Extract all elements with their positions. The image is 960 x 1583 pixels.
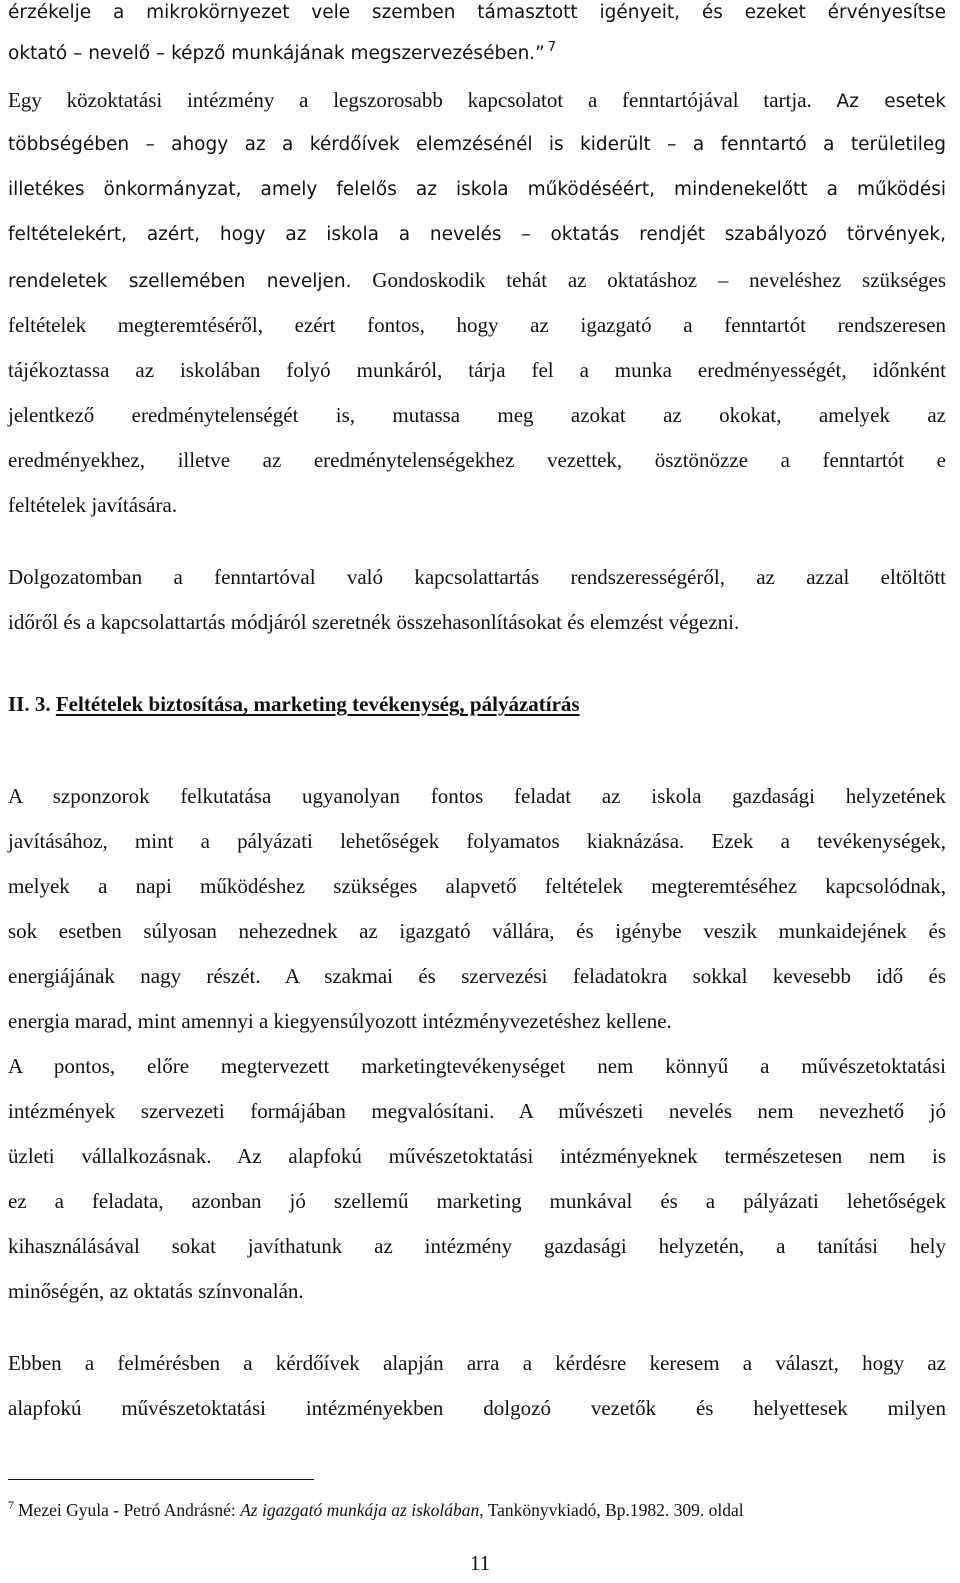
text-line: üzleti vállalkozásnak. Az alapfokú művészetoktatási intézményeknek természetesen nem is xyxy=(8,1144,946,1168)
text-span: oktató – nevelő – képző munkájának megszervezésében.” xyxy=(8,43,545,64)
footnote-rest: , Tankönyvkiadó, Bp.1982. 309. oldal xyxy=(479,1500,744,1520)
text-line: minőségén, az oktatás színvonalán. xyxy=(8,1279,304,1303)
text-line: jelentkező eredménytelenségét is, mutassa meg azokat az okokat, amelyek az xyxy=(8,403,946,427)
text-line: érzékelje a mikrokörnyezet vele szemben támasztott igényeit, és ezeket érvényesítse xyxy=(8,2,946,23)
footnote xyxy=(8,1499,744,1521)
text-span: Gondoskodik tehát az oktatáshoz – neveléshez szükséges xyxy=(372,268,946,292)
text-line xyxy=(8,41,946,67)
section-number: II. 3. xyxy=(8,692,51,716)
footnote-number: 7 xyxy=(8,1498,14,1512)
text-line: időről és a kapcsolattartás módjáról szeretnék összehasonlításokat és elemzést végezni. xyxy=(8,610,740,634)
text-line: feltételek megteremtéséről, ezért fontos, hogy az igazgató a fenntartót rendszeresen xyxy=(8,313,946,337)
text-line: eredményekhez, illetve az eredménytelenségekhez vezettek, ösztönözze a fenntartót e xyxy=(8,448,946,472)
text-line: ez a feladata, azonban jó szellemű marketing munkával és a pályázati lehetőségek xyxy=(8,1189,946,1213)
text-line: többségében – ahogy az a kérdőívek elemzésénél is kiderült – a fenntartó a területileg xyxy=(8,134,946,155)
footnote-author: Mezei Gyula - Petró Andrásné: xyxy=(18,1500,241,1520)
text-span: rendeletek szellemében neveljen. xyxy=(8,271,352,292)
text-line: A pontos, előre megtervezett marketingtevékenységet nem könnyű a művészetoktatási xyxy=(8,1054,946,1078)
text-line: Ebben a felmérésben a kérdőívek alapján arra a kérdésre keresem a választ, hogy az xyxy=(8,1351,946,1375)
text-line: javításához, mint a pályázati lehetőségek folyamatos kiaknázása. Ezek a tevékenységek, xyxy=(8,829,946,853)
footnote-reference: 7 xyxy=(547,40,557,55)
text-line: intézmények szervezeti formájában megvalósítani. A művészeti nevelés nem nevezhető jó xyxy=(8,1099,946,1123)
footnote-title: Az igazgató munkája az iskolában xyxy=(240,1500,480,1520)
text-span: Egy közoktatási intézmény a legszorosabb kapcsolatot a fenntartójával tartja. xyxy=(8,88,812,112)
text-line: Dolgozatomban a fenntartóval való kapcsolattartás rendszerességéről, az azzal eltöltött xyxy=(8,565,946,589)
text-line: feltételekért, azért, hogy az iskola a nevelés – oktatás rendjét szabályozó törvények, xyxy=(8,224,946,245)
text-line: illetékes önkormányzat, amely felelős az iskola működéséért, mindenekelőtt a működési xyxy=(8,179,946,200)
text-line xyxy=(8,87,946,115)
page-number: 11 xyxy=(469,1551,491,1575)
text-line: alapfokú művészetoktatási intézményekben dolgozó vezetők és helyettesek milyen xyxy=(8,1396,946,1420)
text-line: feltételek javítására. xyxy=(8,493,178,517)
footnote-divider xyxy=(8,1479,314,1480)
section-heading xyxy=(8,691,580,717)
text-line: melyek a napi működéshez szükséges alapvető feltételek megteremtéséhez kapcsolódnak, xyxy=(8,874,946,898)
text-line xyxy=(8,267,946,295)
text-line: energiájának nagy részét. A szakmai és szervezési feladatokra sokkal kevesebb idő és xyxy=(8,964,946,988)
text-line: energia marad, mint amennyi a kiegyensúlyozott intézményvezetéshez kellene. xyxy=(8,1009,672,1033)
text-line: sok esetben súlyosan nehezednek az igazgató vállára, és igénybe veszik munkaidejének és xyxy=(8,919,946,943)
section-title: Feltételek biztosítása, marketing tevékenység, pályázatírás xyxy=(55,692,580,716)
text-line: tájékoztassa az iskolában folyó munkáról, tárja fel a munka eredményességét, időnként xyxy=(8,358,946,382)
text-line: A szponzorok felkutatása ugyanolyan fontos feladat az iskola gazdasági helyzetének xyxy=(8,784,946,808)
text-line: kihasználásával sokat javíthatunk az intézmény gazdasági helyzetén, a tanítási hely xyxy=(8,1234,946,1258)
text-span: Az esetek xyxy=(836,91,947,112)
